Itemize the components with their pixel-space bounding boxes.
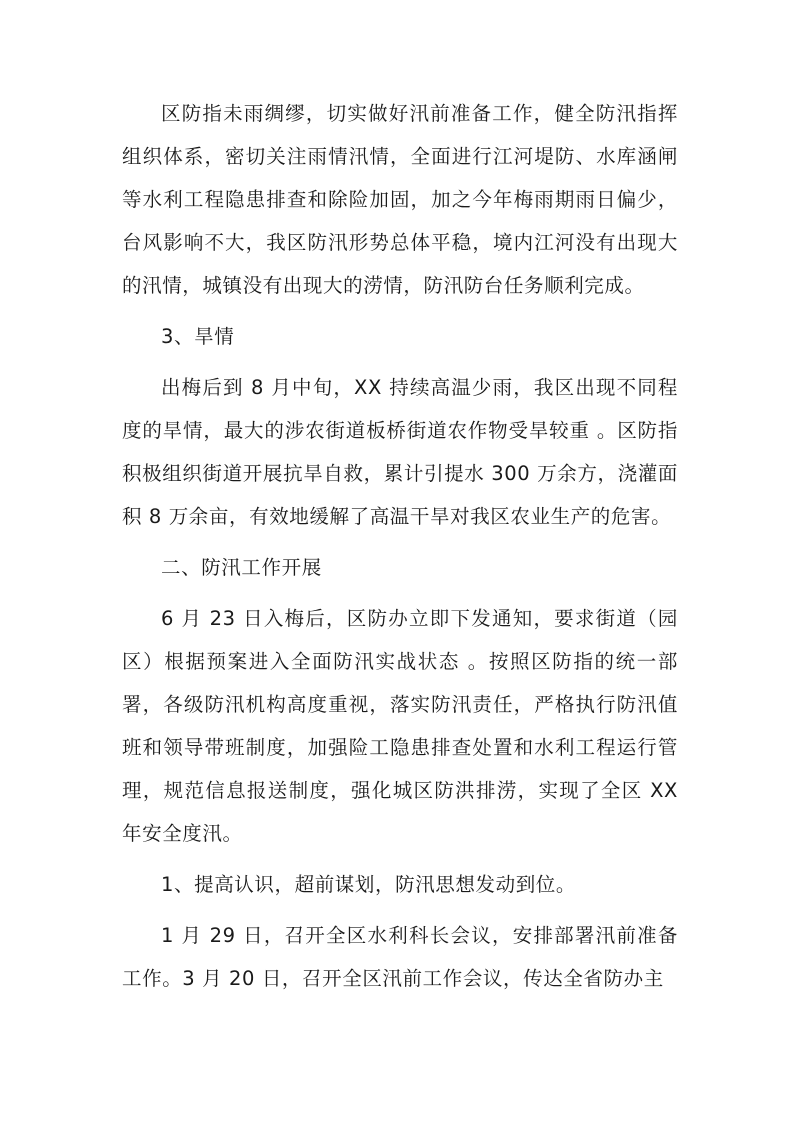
heading-awareness: 1、提高认识，超前谋划，防汛思想发动到位。 — [161, 873, 577, 896]
paragraph-drought: 出梅后到 8 月中旬，XX 持续高温少雨，我区出现不同程度的旱情，最大的涉农街道板桥街道农作物受旱较重 。区防指积极组织街道开展抗旱自救，累计引提水 300 万余方，浇灌面积 8 万余亩，有效地缓解了高温干旱对我区农业生产的危害。 — [122, 376, 678, 528]
paragraph-flood-work: 6 月 23 日入梅后，区防办立即下发通知，要求街道（园区）根据预案进入全面防汛实战状态 。按照区防指的统一部署，各级防汛机构高度重视，落实防汛责任，严格执行防汛值班和领导带班制度，加强险工隐患排查处置和水利工程运行管理，规范信息报送制度，强化城区防洪排涝，实现了全区 XX 年安全度汛。 — [122, 607, 678, 845]
heading-flood-work: 二、防汛工作开展 — [161, 556, 322, 579]
heading-drought: 3、旱情 — [161, 325, 235, 348]
paragraph-meetings: 1 月 29 日，召开全区水利科长会议，安排部署汛前准备工作。3 月 20 日，召开全区汛前工作会议，传达全省防办主 — [122, 924, 678, 990]
paragraph-flood-prep: 区防指未雨绸缪，切实做好汛前准备工作，健全防汛指挥组织体系，密切关注雨情汛情，全面进行江河堤防、水库涵闸等水利工程隐患排查和除险加固，加之今年梅雨期雨日偏少，台风影响不大，我区防汛形势总体平稳，境内江河没有出现大的汛情，城镇没有出现大的涝情，防汛防台任务顺利完成。 — [122, 102, 678, 297]
document-body — [122, 92, 678, 1000]
